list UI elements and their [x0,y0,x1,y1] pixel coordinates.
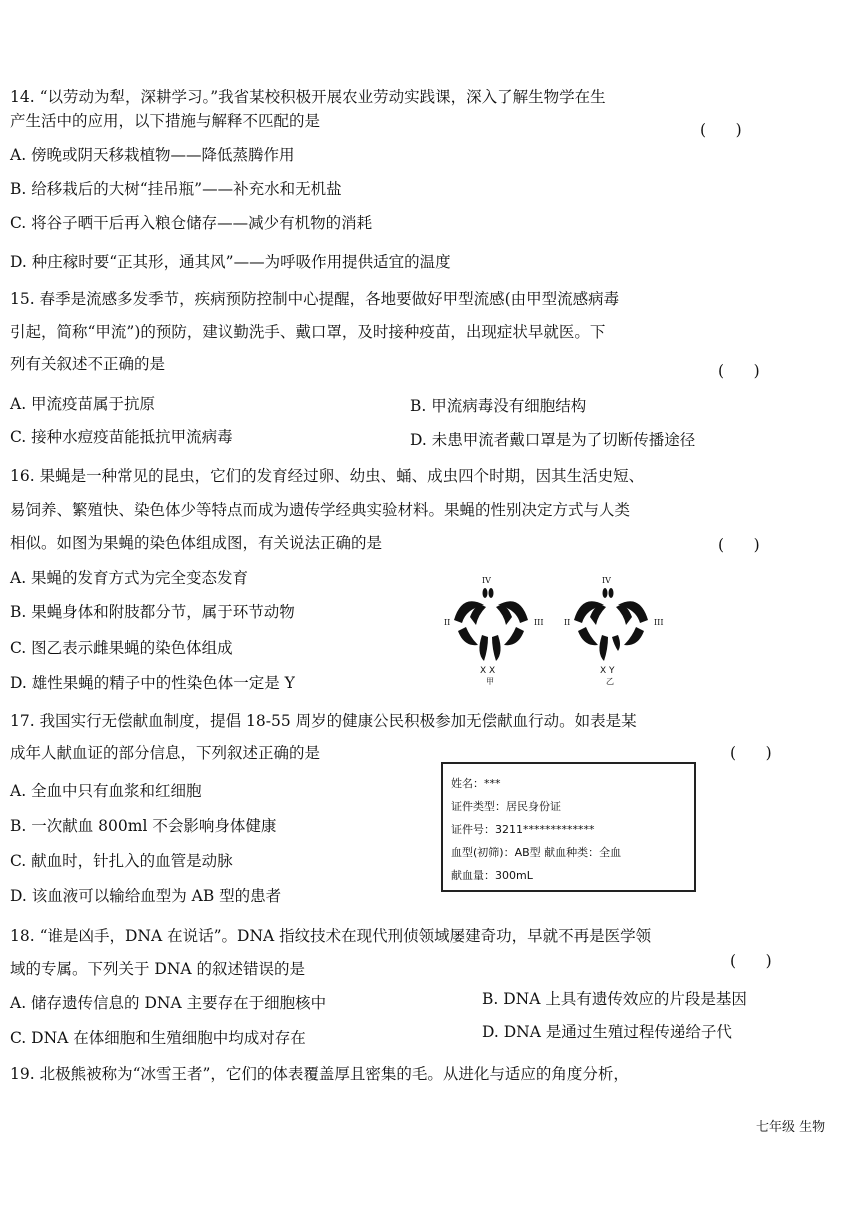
karyotype-right [564,576,663,685]
roman-label: IV [602,576,611,585]
q14-option-c: C. 将谷子晒干后再入粮仓储存——减少有机物的消耗 [10,214,373,232]
roman-label: II [564,618,571,627]
q16-option-d: D. 雄性果蝇的精子中的性染色体一定是 Y [10,674,295,692]
q14-answer-paren: ( ) [700,121,742,139]
chromosome-iv [489,588,494,598]
q17-stem-line2: 成年人献血证的部分信息，下列叙述正确的是 [10,744,321,762]
q15-option-b: B. 甲流病毒没有细胞结构 [410,397,587,415]
q17-option-a: A. 全血中只有血浆和红细胞 [10,782,202,800]
q18-stem-line2: 域的专属。下列关于 DNA 的叙述错误的是 [10,960,306,978]
chromosome-iii-arm [504,627,524,645]
karyotype-left [444,576,543,685]
q16-option-a: A. 果蝇的发育方式为完全变态发育 [10,569,249,587]
q17-option-c: C. 献血时，针扎入的血管是动脉 [10,852,233,870]
chromosome-iv [483,588,488,598]
q17-option-d: D. 该血液可以输给血型为 AB 型的患者 [10,887,282,905]
q15-stem-line1: 15. 春季是流感多发季节，疾病预防控制中心提醒，各地要做好甲型流感(由甲型流感病毒 [10,290,620,308]
q16-answer-paren: ( ) [718,536,760,554]
q16-stem-line3: 相似。如图为果蝇的染色体组成图，有关说法正确的是 [10,534,383,552]
figure-label-yi: 乙 [606,677,614,685]
roman-label: II [444,618,451,627]
q18-option-b: B. DNA 上具有遗传效应的片段是基因 [482,990,747,1008]
q14-option-a: A. 傍晚或阴天移栽植物——降低蒸腾作用 [10,146,295,164]
q15-option-c: C. 接种水痘疫苗能抵抗甲流病毒 [10,428,233,446]
chromosome-y [612,635,620,651]
q16-option-b: B. 果蝇身体和附肢都分节，属于环节动物 [10,603,295,621]
roman-label: III [534,618,544,627]
chromosome-x [492,635,501,661]
chromosome-x [479,635,488,661]
chromosome-x [599,635,608,661]
q18-answer-paren: ( ) [730,952,772,970]
q15-stem-line3: 列有关叙述不正确的是 [10,355,166,373]
card-name: 姓名：*** [451,777,501,790]
roman-label: III [654,618,664,627]
q14-stem-line1: 14. “以劳动为犁，深耕学习。”我省某校积极开展农业劳动实践课，深入了解生物学在生 [10,88,606,106]
q14-stem-line2: 产生活中的应用，以下措施与解释不匹配的是 [10,112,321,130]
q17-stem-line1: 17. 我国实行无偿献血制度，提倡 18-55 周岁的健康公民积极参加无偿献血行动。如表是某 [10,712,637,730]
q16-stem-line1: 16. 果蝇是一种常见的昆虫，它们的发育经过卵、幼虫、蛹、成虫四个时期，因其生活史短、 [10,467,645,485]
q18-option-d: D. DNA 是通过生殖过程传递给子代 [482,1023,732,1041]
chromosome-figure [440,575,670,685]
q18-stem-line1: 18. “谁是凶手，DNA 在说话”。DNA 指纹技术在现代刑侦领域屡建奇功，早就不再是医学领 [10,927,652,945]
chromosome-iv [603,588,608,598]
card-id-type: 证件类型：居民身份证 [451,800,561,813]
chromosome-ii-arm [578,627,598,645]
q16-stem-line2: 易饲养、繁殖快、染色体少等特点而成为遗传学经典实验材料。果蝇的性别决定方式与人类 [10,501,631,519]
q18-option-a: A. 储存遗传信息的 DNA 主要存在于细胞核中 [10,994,327,1012]
q17-option-b: B. 一次献血 800ml 不会影响身体健康 [10,817,277,835]
figure-label-jia: 甲 [486,677,494,685]
q18-option-c: C. DNA 在体细胞和生殖细胞中均成对存在 [10,1029,306,1047]
card-id-number: 证件号：3211************* [451,823,595,836]
q19-stem-line1: 19. 北极熊被称为“冰雪王者”，它们的体表覆盖厚且密集的毛。从进化与适应的角度分析， [10,1065,629,1083]
sex-chromosome-label: X X [480,666,496,676]
q15-option-a: A. 甲流疫苗属于抗原 [10,395,156,413]
card-amount: 献血量：300mL [451,869,533,882]
card-blood-type: 血型(初筛)：AB型 献血种类：全血 [451,846,622,859]
q15-stem-line2: 引起，简称“甲流”)的预防，建议勤洗手、戴口罩，及时接种疫苗，出现症状早就医。下 [10,323,606,341]
chromosome-iii-arm [624,627,644,645]
page-footer: 七年级 生物 [756,1120,826,1135]
q16-option-c: C. 图乙表示雌果蝇的染色体组成 [10,639,233,657]
q14-option-d: D. 种庄稼时要“正其形，通其风”——为呼吸作用提供适宜的温度 [10,253,451,271]
chromosome-iv [609,588,614,598]
q17-answer-paren: ( ) [730,744,772,762]
q15-answer-paren: ( ) [718,362,760,380]
q14-option-b: B. 给移栽后的大树“挂吊瓶”——补充水和无机盐 [10,180,342,198]
sex-chromosome-label: X Y [600,666,615,676]
chromosome-ii-arm [458,627,478,645]
blood-donation-card [441,762,696,892]
roman-label: IV [482,576,491,585]
q15-option-d: D. 未患甲流者戴口罩是为了切断传播途径 [410,431,696,449]
